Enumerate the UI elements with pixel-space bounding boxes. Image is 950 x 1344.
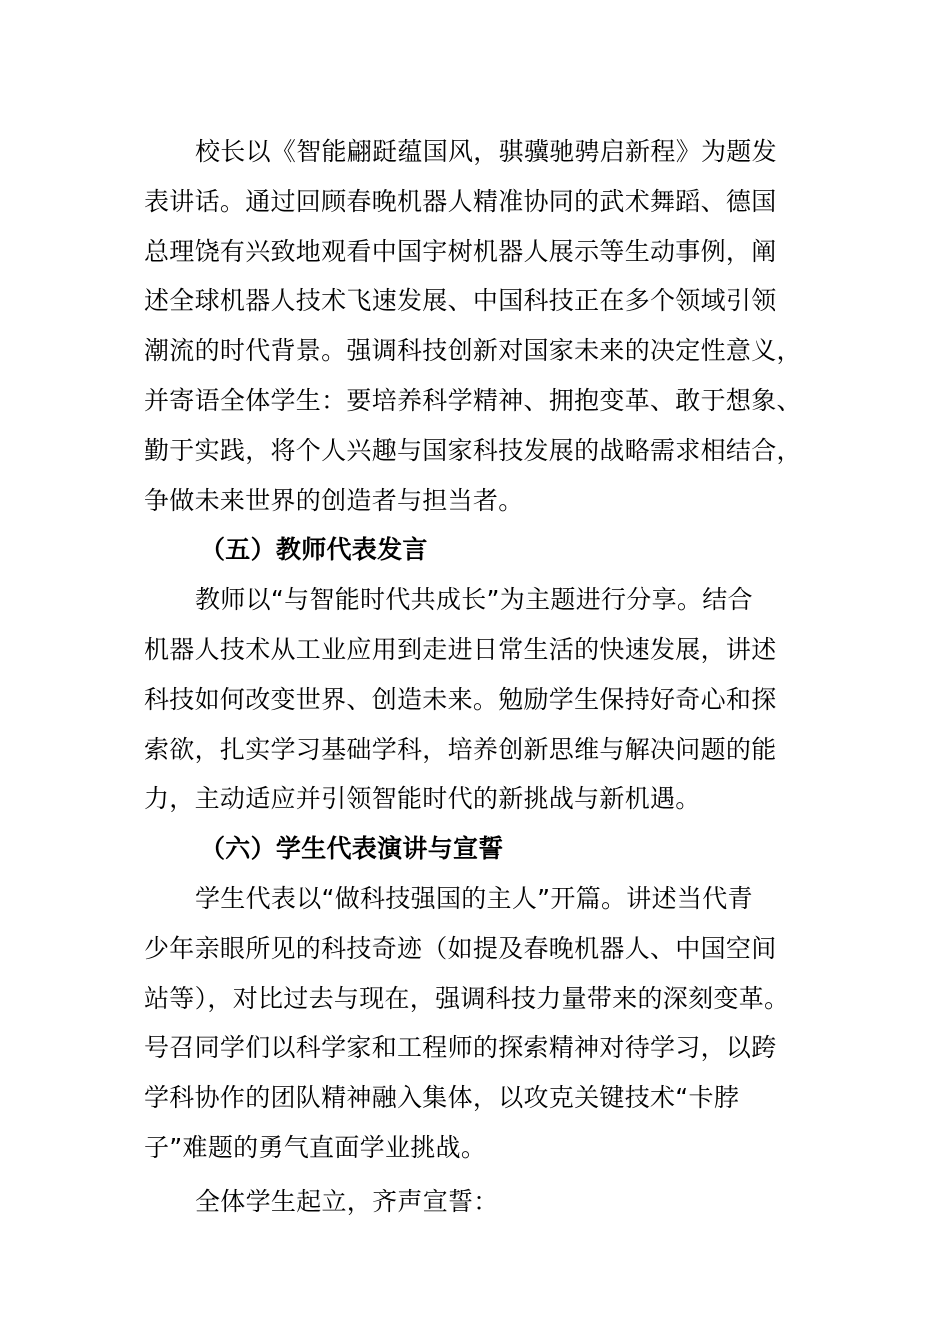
paragraph-line: 教师以“与智能时代共成长”为主题进行分享。结合 — [195, 585, 753, 615]
section-heading-teacher-speech: （五）教师代表发言 — [200, 535, 428, 565]
paragraph-line: 站等），对比过去与现在，强调科技力量带来的深刻变革。 — [144, 983, 790, 1013]
paragraph-line: 勤于实践，将个人兴趣与国家科技发展的战略需求相结合， — [144, 435, 802, 465]
paragraph-principal-speech — [144, 127, 806, 525]
paragraph-line: 科技如何改变世界、创造未来。勉励学生保持好奇心和探 — [144, 684, 777, 714]
paragraph-line: 表讲话。通过回顾春晚机器人精准协同的武术舞蹈、德国 — [144, 186, 777, 216]
paragraph-line: 并寄语全体学生：要培养科学精神、拥抱变革、敢于想象、 — [144, 385, 802, 415]
paragraph-line: 全体学生起立，齐声宣誓： — [195, 1186, 499, 1216]
paragraph-line: 校长以《智能翩跹蕴国风，骐骥驰骋启新程》为题发 — [195, 137, 777, 166]
paragraph-teacher-speech — [144, 575, 806, 824]
section-heading-student-speech: （六）学生代表演讲与宣誓 — [200, 834, 504, 864]
paragraph-line: 机器人技术从工业应用到走进日常生活的快速发展，讲述 — [144, 634, 777, 664]
paragraph-line: 子”难题的勇气直面学业挑战。 — [144, 1132, 487, 1162]
paragraph-line: 号召同学们以科学家和工程师的探索精神对待学习，以跨 — [144, 1033, 777, 1063]
paragraph-line: 学生代表以“做科技强国的主人”开篇。讲述当代青 — [195, 883, 753, 913]
paragraph-student-speech — [144, 874, 806, 1173]
paragraph-oath-intro — [144, 1177, 806, 1227]
paragraph-line: 潮流的时代背景。强调科技创新对国家未来的决定性意义， — [144, 336, 802, 366]
document-body — [144, 127, 806, 1227]
paragraph-line: 索欲，扎实学习基础学科，培养创新思维与解决问题的能 — [144, 734, 777, 764]
paragraph-line: 少年亲眼所见的科技奇迹（如提及春晚机器人、中国空间 — [144, 933, 777, 963]
paragraph-line: 总理饶有兴致地观看中国宇树机器人展示等生动事例，阐 — [144, 236, 777, 266]
paragraph-line: 学科协作的团队精神融入集体，以攻克关键技术“卡脖 — [144, 1083, 740, 1113]
paragraph-line: 争做未来世界的创造者与担当者。 — [144, 485, 524, 515]
paragraph-line: 力，主动适应并引领智能时代的新挑战与新机遇。 — [144, 784, 701, 814]
paragraph-line: 述全球机器人技术飞速发展、中国科技正在多个领域引领 — [144, 286, 777, 316]
